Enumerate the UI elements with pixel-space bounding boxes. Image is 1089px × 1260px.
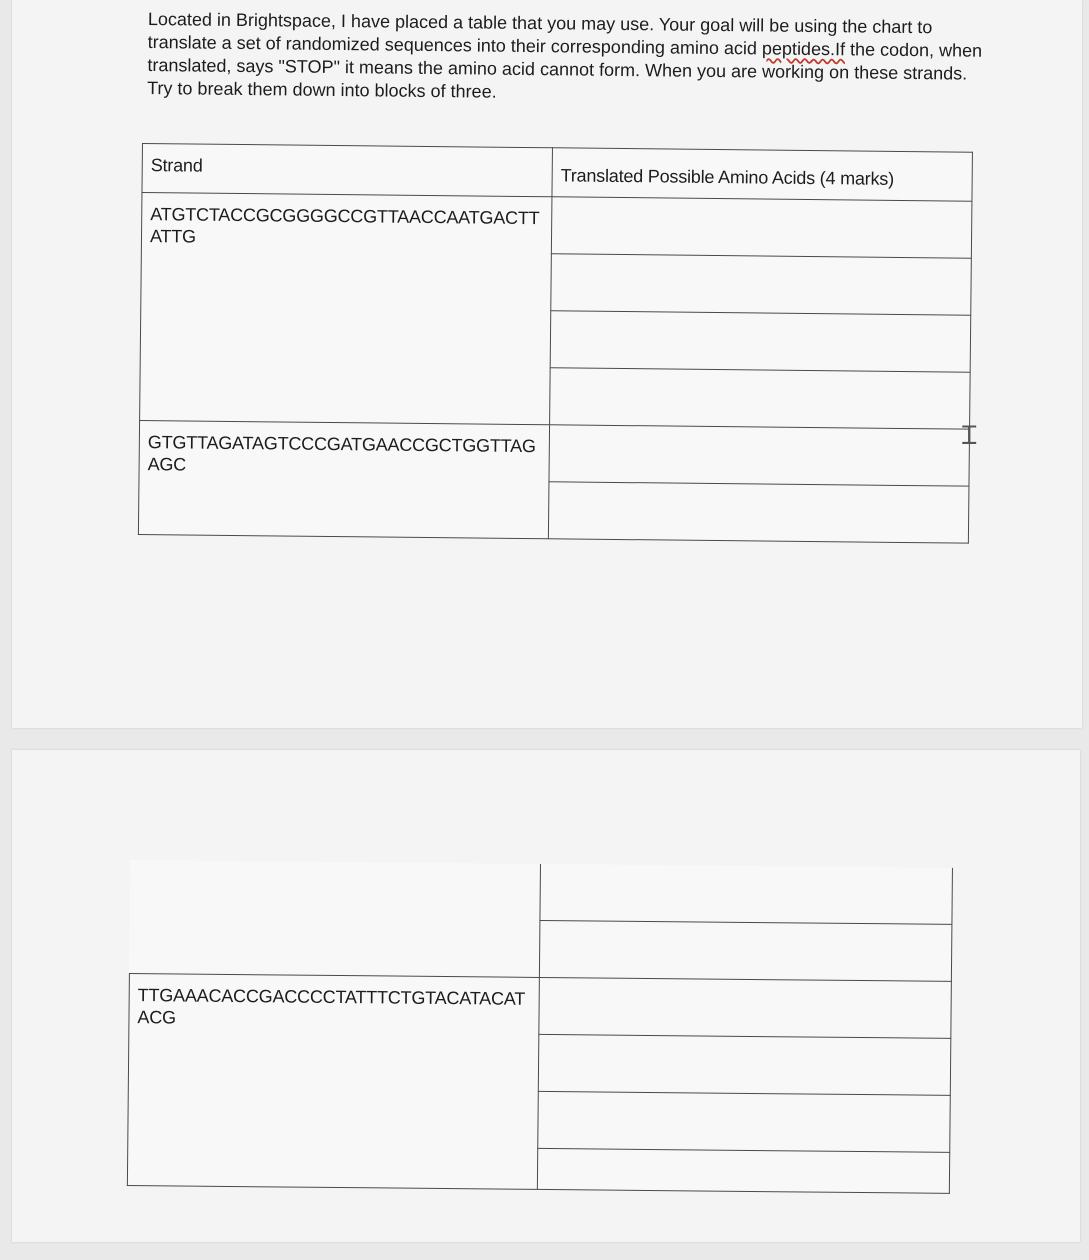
spellcheck-flagged-word[interactable]: peptides.If — [761, 38, 846, 60]
document-page-2 — [12, 750, 1080, 1242]
answer-cell[interactable] — [539, 977, 952, 1038]
answer-cell[interactable] — [548, 482, 969, 543]
table-row — [130, 860, 953, 924]
continued-strand-cell — [129, 860, 540, 977]
header-strand: Strand — [142, 144, 552, 197]
table-row — [139, 420, 970, 486]
strand-cell-2: GTGTTAGATAGTCCCGATGAACCGCTGGTTAGAGC — [138, 420, 549, 538]
instructions-text: Located in Brightspace, I have placed a table that you may use. Your goal will be using the chart to translate a set of randomized sequences into their corresponding amino acid — [147, 8, 933, 59]
header-translation: Translated Possible Amino Acids (4 marks) — [552, 148, 972, 201]
translation-table-continued — [127, 860, 953, 1194]
table-row — [129, 973, 952, 1038]
answer-cell[interactable] — [549, 425, 970, 486]
answer-cell[interactable] — [550, 368, 971, 429]
table-row — [141, 193, 972, 259]
table-header-row — [142, 144, 972, 202]
translation-table — [138, 143, 973, 544]
strand-cell-1: ATGTCTACCGCGGGGCCGTTAACCAATGACTTATTG — [140, 193, 552, 425]
answer-cell[interactable] — [550, 311, 971, 372]
instructions-paragraph — [147, 8, 993, 109]
strand-cell-3: TTGAAACACCGACCCCTATTTCTGTACATACATACG — [127, 973, 539, 1189]
answer-cell[interactable] — [539, 920, 952, 981]
answer-cell[interactable] — [537, 1148, 949, 1193]
answer-cell[interactable] — [538, 1034, 951, 1095]
answer-cell[interactable] — [551, 197, 972, 258]
instructions-text-continued: the codon, when translated, says "STOP" it means the amino acid cannot form. When you are working on these strands. Try to break them down into blocks of three. — [147, 39, 983, 102]
answer-cell[interactable] — [538, 1091, 951, 1152]
document-page-1 — [12, 0, 1082, 728]
answer-cell[interactable] — [540, 864, 953, 924]
answer-cell[interactable] — [551, 254, 972, 315]
text-cursor-icon: Ɪ — [962, 421, 977, 451]
